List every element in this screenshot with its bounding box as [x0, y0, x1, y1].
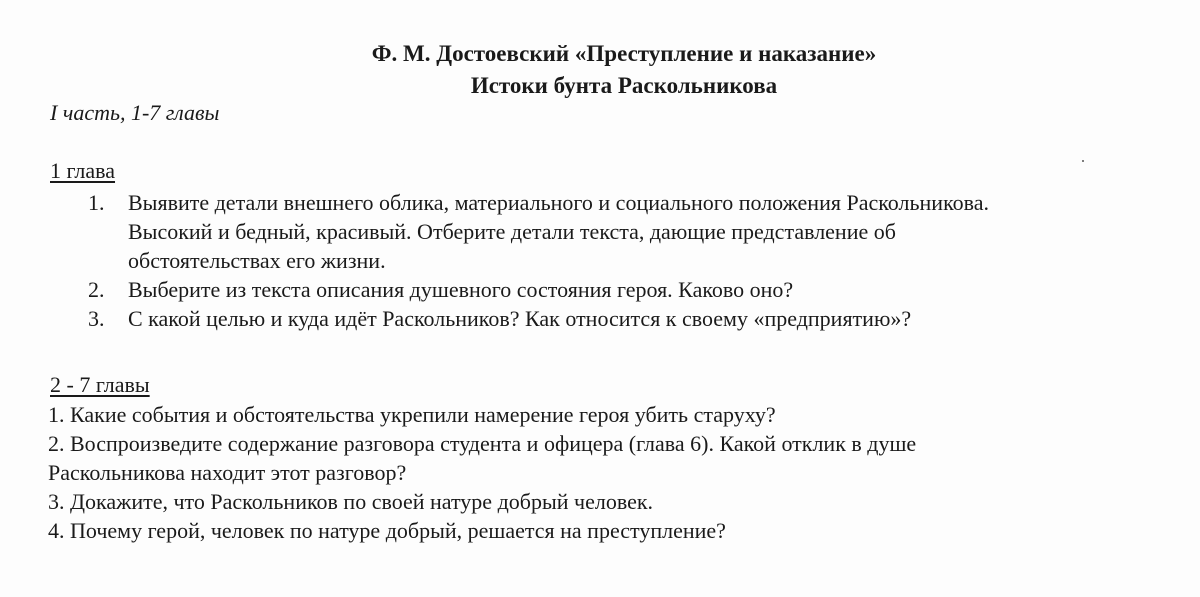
question-text-line: Высокий и бедный, красивый. Отберите детали текста, дающие представление об — [128, 219, 896, 244]
scan-speck — [1082, 160, 1084, 162]
question-line: 1. Какие события и обстоятельства укрепили намерение героя убить старуху? — [48, 402, 776, 427]
question-text-line: С какой целью и куда идёт Раскольников? Как относится к своему «предприятию»? — [128, 306, 912, 331]
question-line: 4. Почему герой, человек по натуре добрый, решается на преступление? — [48, 518, 726, 543]
question-item — [88, 188, 1168, 275]
question-text-line: Выявите детали внешнего облика, материального и социального положения Раскольникова. — [128, 190, 989, 215]
question-number: 1. — [88, 190, 105, 215]
title-line-topic: Истоки бунта Раскольникова — [470, 73, 778, 98]
question-item — [88, 304, 1168, 333]
question-text-line: Выберите из текста описания душевного состояния героя. Каково оно? — [128, 277, 794, 302]
chapter-1-question-list — [88, 188, 1168, 333]
part-subtitle: I часть, 1-7 главы — [50, 100, 220, 125]
section-heading-chapter-1: 1 глава — [50, 158, 116, 183]
question-number: 2. — [88, 277, 105, 302]
section-heading-chapters-2-7: 2 - 7 главы — [50, 372, 150, 397]
chapters-2-7-question-list — [48, 400, 1158, 545]
question-line: Раскольникова находит этот разговор? — [48, 460, 407, 485]
document-title — [0, 38, 1200, 102]
question-number: 3. — [88, 306, 105, 331]
question-line: 2. Воспроизведите содержание разговора студента и офицера (глава 6). Какой отклик в душе — [48, 431, 917, 456]
question-text-line: обстоятельствах его жизни. — [128, 248, 386, 273]
question-line: 3. Докажите, что Раскольников по своей натуре добрый человек. — [48, 489, 654, 514]
title-line-author-work: Ф. М. Достоевский «Преступление и наказание» — [371, 41, 877, 66]
question-item — [88, 275, 1168, 304]
